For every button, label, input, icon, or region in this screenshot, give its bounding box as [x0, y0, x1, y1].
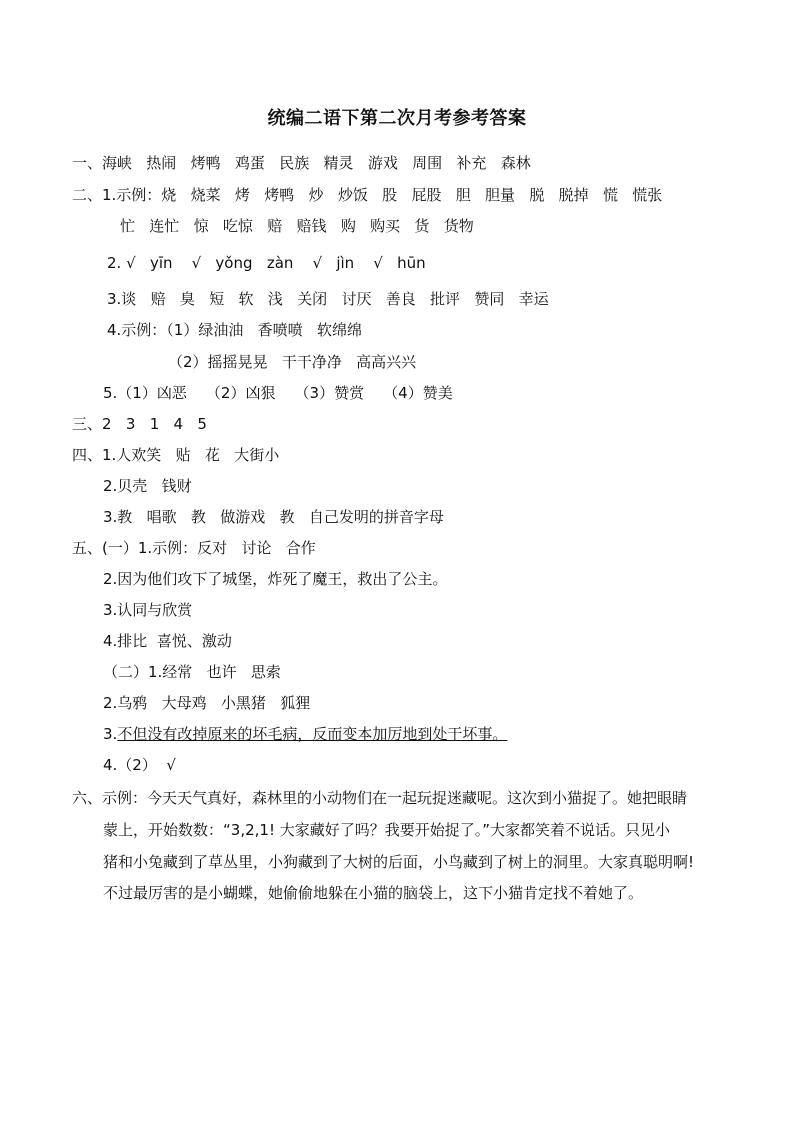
answer-section-4-item-2: 2.贝壳 钱财 — [103, 477, 192, 495]
answer-section-5-part-1-item-4: 4.排比 喜悦、激动 — [103, 632, 232, 650]
answer-section-2-item-2: 2. √ yīn √ yǒng zàn √ jìn √ hūn — [107, 254, 426, 272]
underlined-answer: 不但没有改掉原来的坏毛病，反而变本加厉地到处干坏事。 — [117, 725, 508, 743]
page-title: 统编二语下第二次月考参考答案 — [267, 108, 527, 129]
answer-section-5-part-1-item-3: 3.认同与欣赏 — [103, 601, 193, 619]
answer-section-2-item-4: 4.示例：（1）绿油油 香喷喷 软绵绵 — [107, 321, 362, 339]
answer-section-6-line-2: 蒙上，开始数数：“3,2,1! 大家藏好了吗？我要开始捉了。”大家都笑着不说话。只见小 — [103, 821, 670, 839]
answer-section-2-item-5: 5.（1）凶恶 （2）凶狠 （3）赞赏 （4）赞美 — [103, 384, 453, 402]
answer-section-5-part-2-item-4: 4.（2） √ — [103, 756, 176, 774]
answer-section-6-line-1: 六、示例：今天天气真好，森林里的小动物们在一起玩捉迷藏呢。这次到小猫捉了。她把眼睛 — [72, 789, 688, 807]
item-number: 3. — [103, 725, 118, 743]
answer-section-2-item-4-cont: （2）摇摇晃晃 干干净净 高高兴兴 — [168, 353, 417, 371]
answer-section-5-part-1-item-2: 2.因为他们攻下了城堡，炸死了魔王，救出了公主。 — [103, 570, 448, 588]
answer-section-5-part-2-item-3 — [103, 724, 507, 744]
answer-section-6-line-3: 猪和小兔藏到了草丛里，小狗藏到了大树的后面，小鸟藏到了树上的洞里。大家真聪明啊! — [103, 853, 695, 871]
answer-section-5-part-2-item-1: （二）1.经常 也许 思索 — [103, 663, 281, 681]
answer-section-2-item-3: 3.谈 赔 臭 短 软 浅 关闭 讨厌 善良 批评 赞同 幸运 — [107, 290, 549, 308]
answer-section-1: 一、海峡 热闹 烤鸭 鸡蛋 民族 精灵 游戏 周围 补充 森林 — [72, 154, 531, 172]
answer-section-6-line-4: 不过最厉害的是小蝴蝶，她偷偷地躲在小猫的脑袋上，这下小猫肯定找不着她了。 — [103, 884, 644, 902]
answer-section-4-item-3: 3.教 唱歌 教 做游戏 教 自己发明的拼音字母 — [103, 508, 444, 526]
answer-section-4-item-1: 四、1.人欢笑 贴 花 大街小 — [72, 446, 280, 464]
answer-section-5-part-2-item-2: 2.乌鸦 大母鸡 小黑猪 狐狸 — [103, 694, 311, 712]
answer-section-5-part-1-item-1: 五、(一）1.示例：反对 讨论 合作 — [72, 539, 316, 557]
answer-section-2-item-1-cont: 忙 连忙 惊 吃惊 赔 赔钱 购 购买 货 货物 — [120, 217, 474, 235]
answer-section-2-item-1: 二、1.示例：烧 烧菜 烤 烤鸭 炒 炒饭 股 屁股 胆 胆量 脱 脱掉 慌 慌张 — [72, 186, 663, 204]
answer-section-3: 三、2 3 1 4 5 — [72, 415, 207, 433]
